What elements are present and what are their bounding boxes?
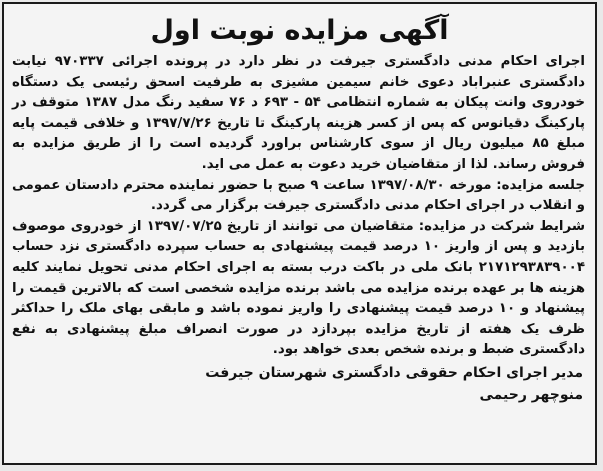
signature-title: مدیر اجرای احکام حقوقی دادگستری شهرستان جیرفت: [205, 364, 583, 381]
auction-notice: [2, 2, 597, 465]
notice-title: آگهی مزایده نوبت اول: [150, 15, 449, 46]
notice-paragraph-session: جلسه مزایده: مورخه ۱۳۹۷/۰۸/۳۰ ساعت ۹ صبح با حضور نماینده محترم دادستان عمومی و انقلاب در اجرای احکام مدنی دادگستری جیرفت برگزار می گردد.: [12, 177, 586, 214]
notice-signature: [4, 361, 595, 406]
notice-paragraph-conditions: شرایط شرکت در مزایده: متقاضیان می توانند از تاریخ ۱۳۹۷/۰۷/۲۵ از خودروی موصوف بازدید و پس از واریز ۱۰ درصد قیمت پیشنهادی به حساب سپرده دادگستری نزد حساب ۲۱۷۱۲۹۳۸۳۹۰۰۴ بانک ملی در باکت درب بسته به اجرای احکام مدنی تحویل نمایند کلیه هزینه ها بر عهده برنده مزایده می باشد برنده مزایده شخصی است که بالاترین قیمت را پیشنهاد و ۱۰ درصد قیمت پیشنهادی را واریز نموده باشد و مابقی بهای ملک را حداکثر ظرف یک هفته از تاریخ مزایده بپردازد در صورت انصراف مبلغ پیشنهادی به نفع دادگستری ضبط و برنده شخص بعدی خواهد بود.: [12, 218, 586, 358]
signature-name: منوچهر رحیمی: [479, 386, 583, 403]
notice-paragraph-intro: اجرای احکام مدنی دادگستری جیرفت در نظر دارد در پرونده اجرائی ۹۷۰۳۳۷ نیابت دادگستری عنبراباد دعوی خانم سیمین مشیزی به طرفیت اسحق رئیسی یک دستگاه خودروی وانت پیکان به شماره انتظامی ۵۴ - ۶۹۳ د ۷۶ سفید رنگ مدل ۱۳۸۷ متوقف در پارکینگ دقیانوس که پس از کسر هزینه پارکینگ تا تاریخ ۱۳۹۷/۷/۲۶ و خلافی قیمت پایه مبلغ ۸۵ میلیون ریال از سوی کارشناس براورد گردیده است را از طریق مزایده به فروش رساند. لذا از متقاضیان خرید دعوت به عمل می اید.: [12, 54, 585, 172]
notice-body: [4, 52, 595, 361]
